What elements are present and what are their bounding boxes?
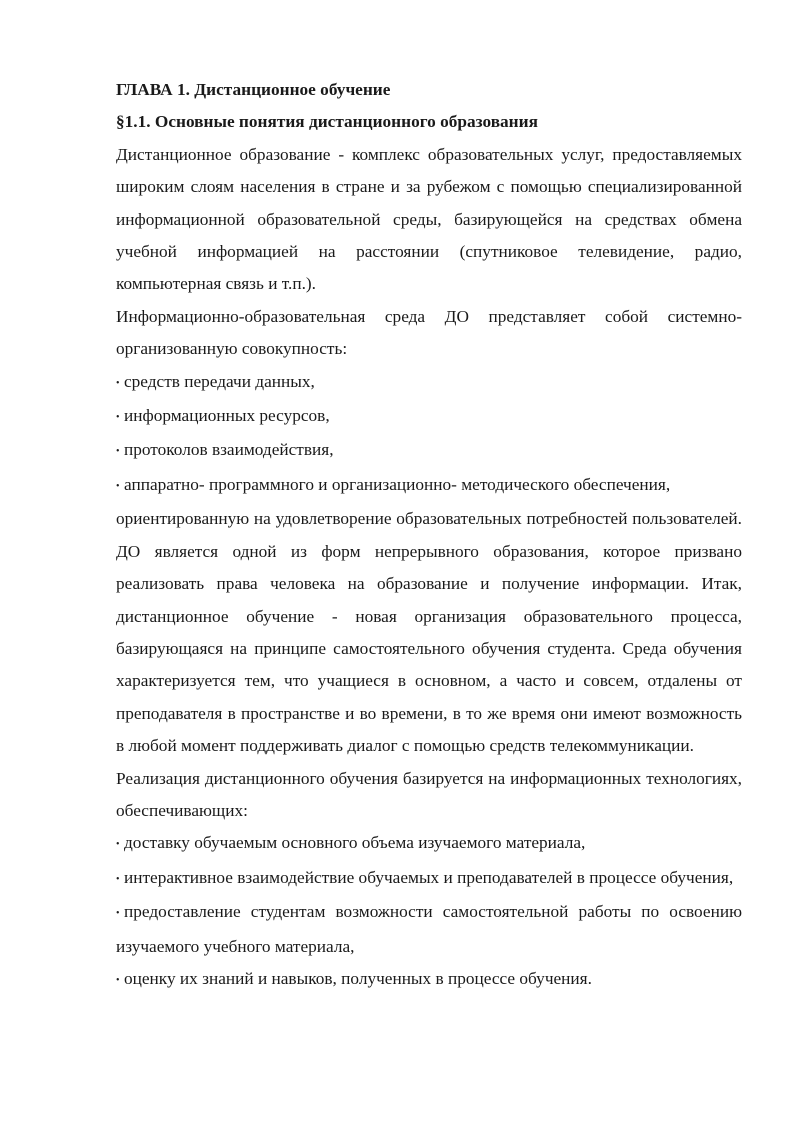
list-item: [116, 896, 742, 963]
bullet-list-technologies: [116, 827, 742, 997]
paragraph-definition: Дистанционное образование - комплекс образовательных услуг, предоставляемых широким слоям населения в стране и за рубежом с помощью специализированной информационной образовательной среды, базирующейся на средствах обмена учебной информацией на расстоянии (спутниковое телевидение, радио, компьютерная связь и т.п.).: [116, 144, 742, 294]
bullet-icon: •: [116, 839, 120, 851]
paragraph-environment: Информационно-образовательная среда ДО представляет собой системно-организованную совокупность:: [116, 306, 742, 359]
list-item: [116, 862, 742, 896]
chapter-title: ГЛАВА 1. Дистанционное обучение: [116, 80, 391, 99]
document-page: [116, 74, 742, 997]
list-item-text: интерактивное взаимодействие обучаемых и преподавателей в процессе обучения,: [124, 867, 734, 887]
list-item-text: оценку их знаний и навыков, полученных в процессе обучения.: [124, 968, 592, 988]
list-item: [116, 434, 742, 468]
list-item-text: аппаратно- программного и организационно- методического обеспечения,: [124, 474, 671, 494]
bullet-icon: •: [116, 908, 120, 920]
list-item: [116, 400, 742, 434]
bullet-icon: •: [116, 873, 120, 885]
list-item-text: протоколов взаимодействия,: [124, 440, 334, 460]
list-item: [116, 827, 742, 861]
list-item: [116, 963, 742, 997]
list-item-text: информационных ресурсов,: [124, 406, 330, 426]
bullet-icon: •: [116, 446, 120, 458]
paragraph-description: ориентированную на удовлетворение образовательных потребностей пользователей. ДО является одной из форм непрерывного образования, которое призвано реализовать права человека на образование и получение информации. Итак, дистанционное обучение - новая организация образовательного процесса, базирующаяся на принципе самостоятельного обучения студента. Среда обучения характеризуется тем, что учащиеся в основном, а часто и совсем, отдалены от преподавателя в пространстве и во времени, в то же время они имеют возможность в любой момент поддерживать диалог с помощью средств телекоммуникации.: [116, 509, 742, 756]
paragraph-implementation: Реализация дистанционного обучения базируется на информационных технологиях, обеспечивающих:: [116, 768, 742, 820]
list-item: [116, 366, 742, 400]
list-item-text: средств передачи данных,: [124, 371, 315, 391]
bullet-icon: •: [116, 480, 120, 492]
section-title: §1.1. Основные понятия дистанционного образования: [116, 112, 538, 132]
list-item: [116, 469, 742, 503]
bullet-icon: •: [116, 974, 120, 986]
list-item-text: предоставление студентам возможности самостоятельной работы по освоению изучаемого учебного материала,: [116, 902, 742, 956]
bullet-list-components: [116, 366, 742, 504]
list-item-text: доставку обучаемым основного объема изучаемого материала,: [124, 833, 586, 853]
bullet-icon: •: [116, 377, 120, 389]
bullet-icon: •: [116, 412, 120, 424]
